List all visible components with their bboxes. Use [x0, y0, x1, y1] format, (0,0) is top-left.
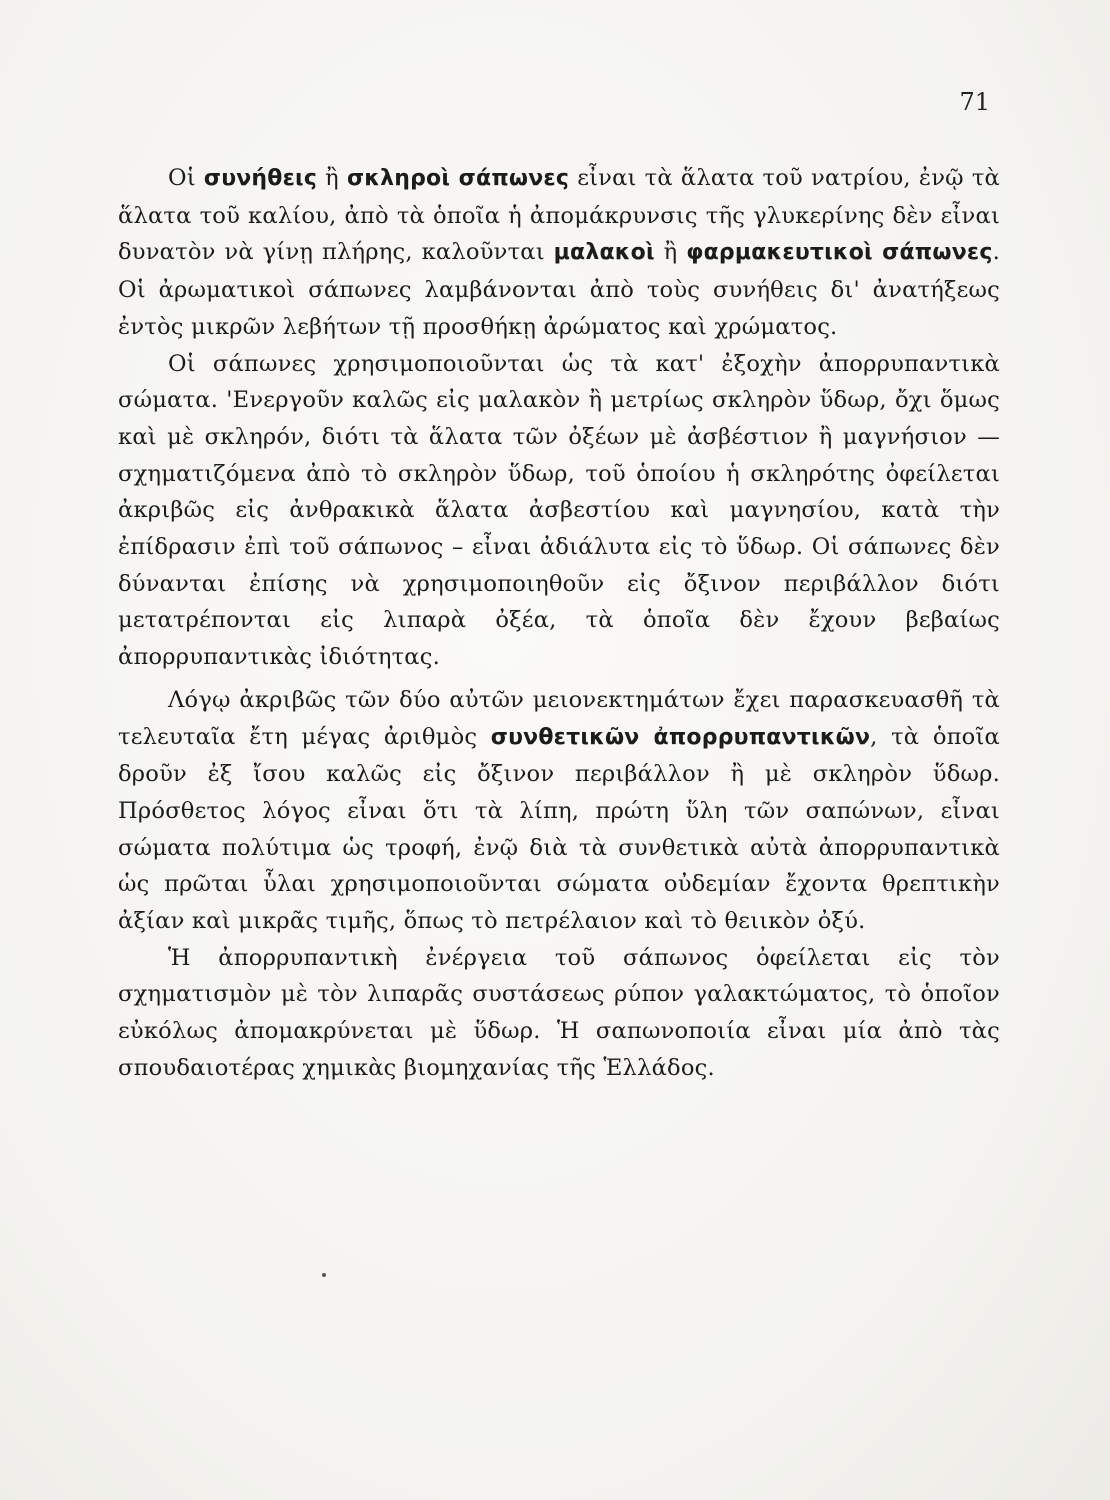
term-hard-soaps: σκληροὶ σάπωνες	[346, 166, 570, 191]
text-run: ἢ	[317, 165, 347, 191]
page-number: 71	[959, 88, 990, 116]
paragraph-soap-usage	[118, 346, 1000, 676]
print-speck	[322, 1273, 326, 1277]
paragraph-detergent-action	[118, 940, 1000, 1087]
text-run: . Οἱ ἀρωματικοὶ σάπωνες λαμβάνονται ἀπὸ τοὺς συνήθεις δι' ἀνατήξεως ἐντὸς μικρῶν λεβήτων τῇ προσθήκῃ ἀρώματος καὶ χρώματος.	[118, 239, 1000, 340]
text-run: ἢ	[654, 239, 687, 266]
term-medicinal-soaps: φαρμακευτικοὶ σάπωνες	[686, 240, 993, 266]
body-text	[118, 160, 1000, 1087]
paragraph-soap-types	[118, 160, 1000, 346]
paragraph-synthetic-detergents	[118, 682, 1000, 940]
text-run: Ἡ ἀπορρυπαντικὴ ἐνέργεια τοῦ σάπωνος ὀφείλεται εἰς τὸν σχηματισμὸν μὲ τὸν λιπαρᾶς συστάσεως ρύπον γαλακτώματος, τὸ ὁποῖον εὐκόλως ἀπομακρύνεται μὲ ὕδωρ. Ἡ σαπωνοποιία εἶναι μία ἀπὸ τὰς σπουδαιοτέρας χημικὰς βιομηχανίας τῆς Ἑλλάδος.	[118, 944, 1000, 1081]
text-run: Οἱ	[168, 165, 204, 191]
term-common-soaps: συνήθεις	[203, 166, 318, 191]
text-run: , τὰ ὁποῖα δροῦν ἐξ ἴσου καλῶς εἰς ὄξινον περιβάλλον ἢ μὲ σκληρὸν ὕδωρ. Πρόσθετος λόγος εἶναι ὅτι τὰ λίπη, πρώτη ὕλη τῶν σαπώνων, εἶναι σώματα πολύτιμα ὡς τροφή, ἐνῷ διὰ τὰ συνθετικὰ αὐτὰ ἀπορρυπαντικὰ ὡς πρῶται ὗλαι χρησιμοποιοῦνται σώματα οὐδεμίαν ἔχοντα θρεπτικὴν ἀξίαν καὶ μικρᾶς τιμῆς, ὅπως τὸ πετρέλαιον καὶ τὸ θειικὸν ὀξύ.	[118, 723, 1000, 935]
term-synthetic-detergents: συνθετικῶν ἀπορρυπαντικῶν	[490, 724, 871, 750]
text-run: εἶναι τὰ ἅλατα τοῦ νατρίου, ἐνῷ τὰ ἅλατα τοῦ καλίου, ἀπὸ τὰ ὁποῖα ἡ ἀπομάκρυνσις τῆς γλυκερίνης δὲν εἶναι δυνατὸν νὰ γίνῃ πλήρης, καλοῦνται	[118, 165, 1000, 266]
term-soft-soaps: μαλακοὶ	[553, 240, 655, 266]
text-run: Λόγῳ ἀκριβῶς τῶν δύο αὐτῶν μειονεκτημάτων ἔχει παρασκευασθῆ τὰ τελευταῖα ἔτη μέγας ἀριθμὸς	[118, 686, 1000, 750]
text-run: Οἱ σάπωνες χρησιμοποιοῦνται ὡς τὰ κατ' ἐξοχὴν ἀπορρυπαντικὰ σώματα. 'Ενεργοῦν καλῶς εἰς μαλακὸν ἢ μετρίως σκληρὸν ὕδωρ, ὄχι ὅμως καὶ μὲ σκληρόν, διότι τὰ ἅλατα τῶν ὀξέων μὲ ἀσβέστιον ἢ μαγνήσιον — σχηματιζόμενα ἀπὸ τὸ σκληρὸν ὕδωρ, τοῦ ὁποίου ἡ σκληρότης ὀφείλεται ἀκριβῶς εἰς ἀνθρακικὰ ἅλατα ἀσβεστίου καὶ μαγνησίου, κατὰ τὴν ἐπίδρασιν ἐπὶ τοῦ σάπωνος – εἶναι ἀδιάλυτα εἰς τὸ ὕδωρ. Οἱ σάπωνες δὲν δύνανται ἐπίσης νὰ χρησιμοποιηθοῦν εἰς ὄξινον περιβάλλον διότι μετατρέπονται εἰς λιπαρὰ ὀξέα, τὰ ὁποῖα δὲν ἔχουν βεβαίως ἀπορρυπαντικὰς ἰδιότητας.	[118, 350, 1000, 671]
